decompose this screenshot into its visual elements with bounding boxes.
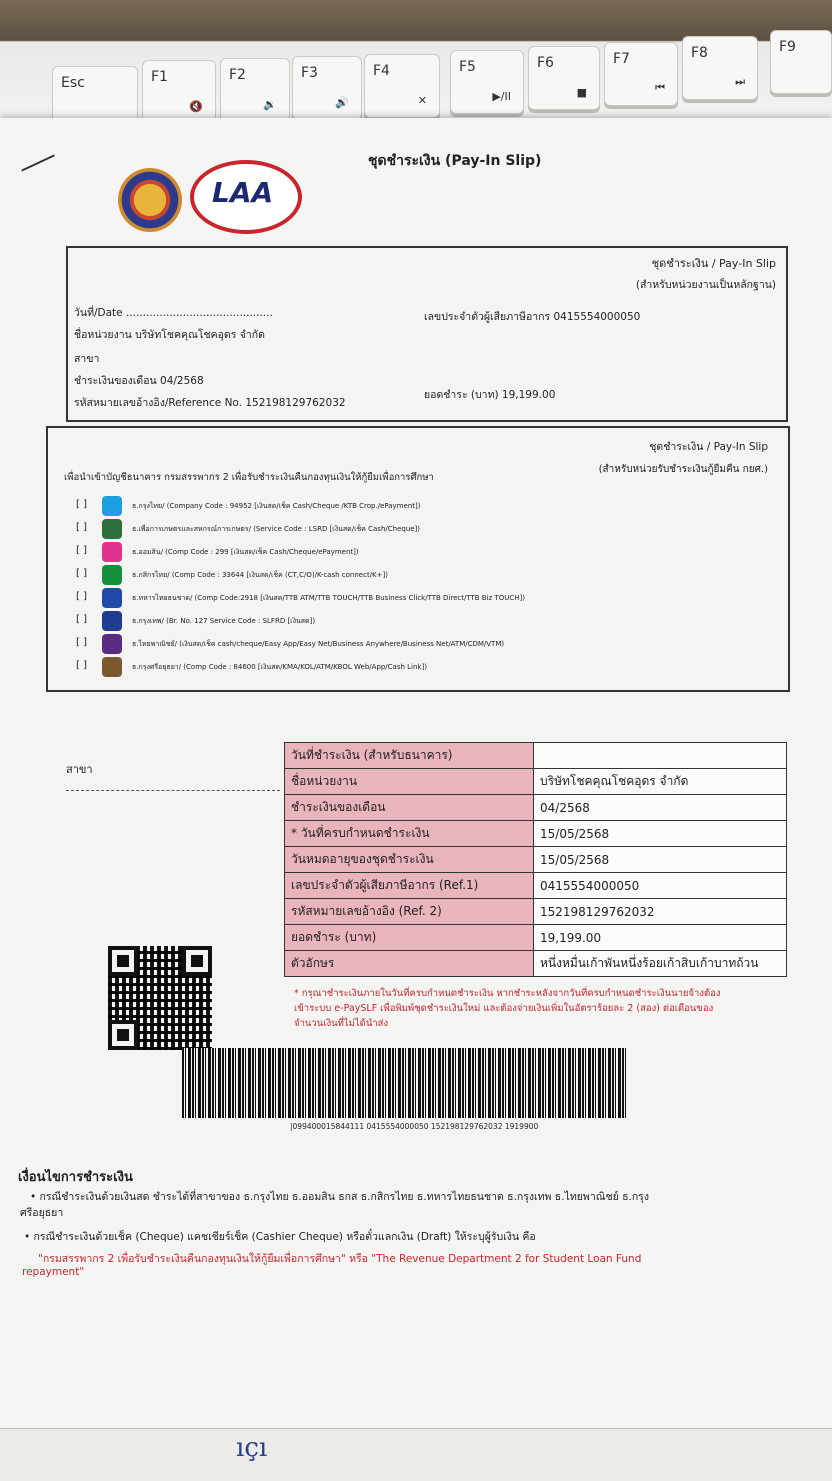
payment-row-value: 04/2568	[534, 795, 787, 821]
bank-checkbox[interactable]: [ ]	[76, 660, 87, 671]
payment-row	[285, 899, 787, 925]
payment-month-field: ชำระเงินของเดือน 04/2568	[74, 375, 204, 387]
bank-checkbox[interactable]: [ ]	[76, 568, 87, 579]
key-esc[interactable]: Esc	[52, 66, 138, 130]
payment-row	[285, 743, 787, 769]
condition-cash-cont: ศรีอยุธยา	[20, 1207, 64, 1219]
payment-row-label: ยอดชำระ (บาท)	[285, 925, 534, 951]
qr-code	[108, 946, 212, 1050]
key-f2[interactable]: F2 🔉	[220, 58, 290, 122]
bank-logo-icon	[102, 565, 122, 585]
bank-logo-icon	[102, 634, 122, 654]
key-f3[interactable]: F3 🔊	[292, 56, 362, 120]
branch-label: สาขา	[66, 763, 93, 776]
payment-row-value: 19,199.00	[534, 925, 787, 951]
payment-row-label: เลขประจำตัวผู้เสียภาษีอากร (Ref.1)	[285, 873, 534, 899]
conditions-heading: เงื่อนไขการชำระเงิน	[18, 1170, 133, 1185]
bank-option-text: ธ.ทหารไทยธนชาต/ (Comp Code:2918 [เงินสด/TTB ATM/TTB TOUCH/TTB Business Click/TTB Direct/TTB Biz TOUCH])	[132, 594, 525, 602]
condition-cheque: • กรณีชำระเงินด้วยเช็ค (Cheque) แคชเชียร์เช็ค (Cashier Cheque) หรือตั๋วแลกเงิน (Draft) ให้ระบุผู้รับเงิน คือ	[24, 1231, 536, 1243]
bank-logo-icon	[102, 542, 122, 562]
key-f9[interactable]: F9	[770, 30, 832, 94]
payment-row-label: วันที่ชำระเงิน (สำหรับธนาคาร)	[285, 743, 534, 769]
box2-subtitle: (สำหรับหน่วยรับชำระเงินกู้ยืมคืน กยศ.)	[598, 464, 768, 475]
payment-details-table	[284, 742, 787, 977]
bank-option-text: ธ.เพื่อการเกษตรและสหกรณ์การเกษตร/ (Service Code : LSRD [เงินสด/เช็ค Cash/Cheque])	[132, 525, 421, 533]
volume-up-icon: 🔊	[335, 96, 349, 109]
payment-row	[285, 925, 787, 951]
student-loan-fund-logo: LAA	[190, 160, 302, 234]
bank-logo-icon	[102, 496, 122, 516]
date-field: วันที่/Date ............................................	[74, 307, 273, 319]
bank-intro: เพื่อนำเข้าบัญชีธนาคาร กรมสรรพากร 2 เพื่อรับชำระเงินคืนกองทุนเงินให้กู้ยืมเพื่อการศึกษา	[64, 472, 434, 483]
payment-row-value: หนึ่งหมื่นเก้าพันหนึ่งร้อยเก้าสิบเก้าบาทถ้วน	[534, 951, 787, 977]
bank-logo-icon	[102, 611, 122, 631]
payment-row	[285, 795, 787, 821]
bank-logo-icon	[102, 519, 122, 539]
key-f4[interactable]: F4 ✕	[364, 54, 440, 118]
bank-logo-icon	[102, 588, 122, 608]
payment-row-label: รหัสหมายเลขอ้างอิง (Ref. 2)	[285, 899, 534, 925]
volume-down-icon: 🔉	[263, 98, 277, 111]
payment-row-value: บริษัทโชคคุณโชคอุดร จำกัด	[534, 769, 787, 795]
payment-row	[285, 951, 787, 977]
pay-in-slip-paper	[0, 118, 832, 1428]
bank-option-text: ธ.ออมสิน/ (Comp Code : 299 [เงินสด/เช็ค Cash/Cheque/ePayment])	[132, 548, 359, 556]
bank-option-text: ธ.กรุงเทพ/ (Br. No. 127 Service Code : SLFRD [เงินสด])	[132, 617, 316, 625]
payee-quote-cont: repayment"	[22, 1266, 85, 1278]
bank-option-text: ธ.กรุงศรีอยุธยา/ (Comp Code : 84600 [เงินสด/KMA/KOL/ATM/KBOL Web/App/Cash Link])	[132, 663, 427, 671]
box1-subtitle: (สำหรับหน่วยงานเป็นหลักฐาน)	[635, 279, 776, 291]
payment-row-label: * วันที่ครบกำหนดชำระเงิน	[285, 821, 534, 847]
agency-receipt-box	[66, 246, 788, 422]
tax-id-field: เลขประจำตัวผู้เสียภาษีอากร 0415554000050	[424, 311, 641, 323]
late-payment-note: * กรุณาชำระเงินภายในวันที่ครบกำหนดชำระเงิน หากชำระหลังจากวันที่ครบกำหนดชำระเงินนายจ้างต้อง เข้าระบบ e-PaySLF เพื่อพิมพ์ชุดชำระเงินใหม่ และต้องจ่ายเงินเพิ่มในอัตราร้อยละ 2 (สอง) ต่อเดือนของ จำนวนเงินที่ไม่ได้นำส่ง	[294, 988, 721, 1029]
bank-receipt-box	[46, 426, 790, 692]
payment-row-value: 15/05/2568	[534, 847, 787, 873]
reference-field: รหัสหมายเลขอ้างอิง/Reference No. 152198129762032	[74, 397, 346, 409]
payee-quote: "กรมสรรพากร 2 เพื่อรับชำระเงินคืนกองทุนเงินให้กู้ยืมเพื่อการศึกษา" หรือ "The Revenue Department 2 for Student Loan Fund	[38, 1253, 642, 1265]
previous-track-icon: ⏮	[655, 81, 665, 94]
payment-row-value: 15/05/2568	[534, 821, 787, 847]
payment-row-value: 0415554000050	[534, 873, 787, 899]
payment-row	[285, 769, 787, 795]
branch-field: สาขา	[74, 353, 100, 365]
next-track-icon: ⏭	[735, 75, 745, 88]
handwriting-mark: ıçı	[236, 1433, 268, 1463]
bank-checkbox[interactable]: [ ]	[76, 545, 87, 556]
key-f7[interactable]: F7 ⏮	[604, 42, 678, 106]
org-name-field: ชื่อหน่วยงาน บริษัทโชคคุณโชคอุดร จำกัด	[74, 329, 265, 341]
bank-checkbox[interactable]: [ ]	[76, 614, 87, 625]
payment-row	[285, 873, 787, 899]
pen-mark	[21, 154, 54, 171]
box1-title: ชุดชำระเงิน / Pay-In Slip	[651, 257, 776, 270]
bank-option-text: ธ.กสิกรไทย/ (Comp Code : 33644 [เงินสด/เช็ค (CT,C/O)/K-cash connect/K+])	[132, 571, 388, 579]
payment-row-label: ตัวอักษร	[285, 951, 534, 977]
payment-row-label: ชำระเงินของเดือน	[285, 795, 534, 821]
play-pause-icon: ▶/II	[492, 90, 511, 103]
mute-icon: 🔇	[189, 100, 203, 113]
payment-row-value	[534, 743, 787, 769]
bank-option-text: ธ.ไทยพาณิชย์/ (เงินสด/เช็ค cash/cheque/Easy App/Easy Net/Business Anywhere/Business Net/ATM/CDM/VTM)	[132, 640, 505, 648]
payment-row-label: วันหมดอายุของชุดชำระเงิน	[285, 847, 534, 873]
key-f6[interactable]: F6 ■	[528, 46, 600, 110]
payment-row	[285, 847, 787, 873]
bank-logo-icon	[102, 657, 122, 677]
barcode-number: |099400015844111 0415554000050 152198129762032 1919900	[290, 1122, 539, 1131]
condition-cash: • กรณีชำระเงินด้วยเงินสด ชำระได้ที่สาขาของ ธ.กรุงไทย ธ.ออมสิน ธกส ธ.กสิกรไทย ธ.ทหารไทยธนชาต ธ.กรุงเทพ ธ.ไทยพาณิชย์ ธ.กรุง	[30, 1191, 649, 1203]
payment-row-value: 152198129762032	[534, 899, 787, 925]
stop-icon: ■	[576, 86, 587, 99]
desk-paper-below	[0, 1428, 832, 1481]
mic-off-icon: ✕	[417, 94, 427, 107]
bank-checkbox[interactable]: [ ]	[76, 637, 87, 648]
barcode	[182, 1048, 628, 1118]
bank-checkbox[interactable]: [ ]	[76, 499, 87, 510]
bank-option-text: ธ.กรุงไทย/ (Company Code : 94952 [เงินสด/เช็ค Cash/Cheque /KTB Crop./ePayment])	[132, 502, 421, 510]
branch-line	[66, 790, 280, 791]
payment-row	[285, 821, 787, 847]
bank-checkbox[interactable]: [ ]	[76, 522, 87, 533]
key-f5[interactable]: F5 ▶/II	[450, 50, 524, 114]
payment-row-label: ชื่อหน่วยงาน	[285, 769, 534, 795]
key-f1[interactable]: F1 🔇	[142, 60, 216, 124]
box2-title: ชุดชำระเงิน / Pay-In Slip	[649, 441, 768, 453]
key-f8[interactable]: F8 ⏭	[682, 36, 758, 100]
page-title: ชุดชำระเงิน (Pay-In Slip)	[368, 153, 542, 169]
amount-field: ยอดชำระ (บาท) 19,199.00	[424, 389, 556, 401]
bank-checkbox[interactable]: [ ]	[76, 591, 87, 602]
revenue-seal-logo	[118, 168, 182, 232]
keyboard	[0, 0, 832, 135]
